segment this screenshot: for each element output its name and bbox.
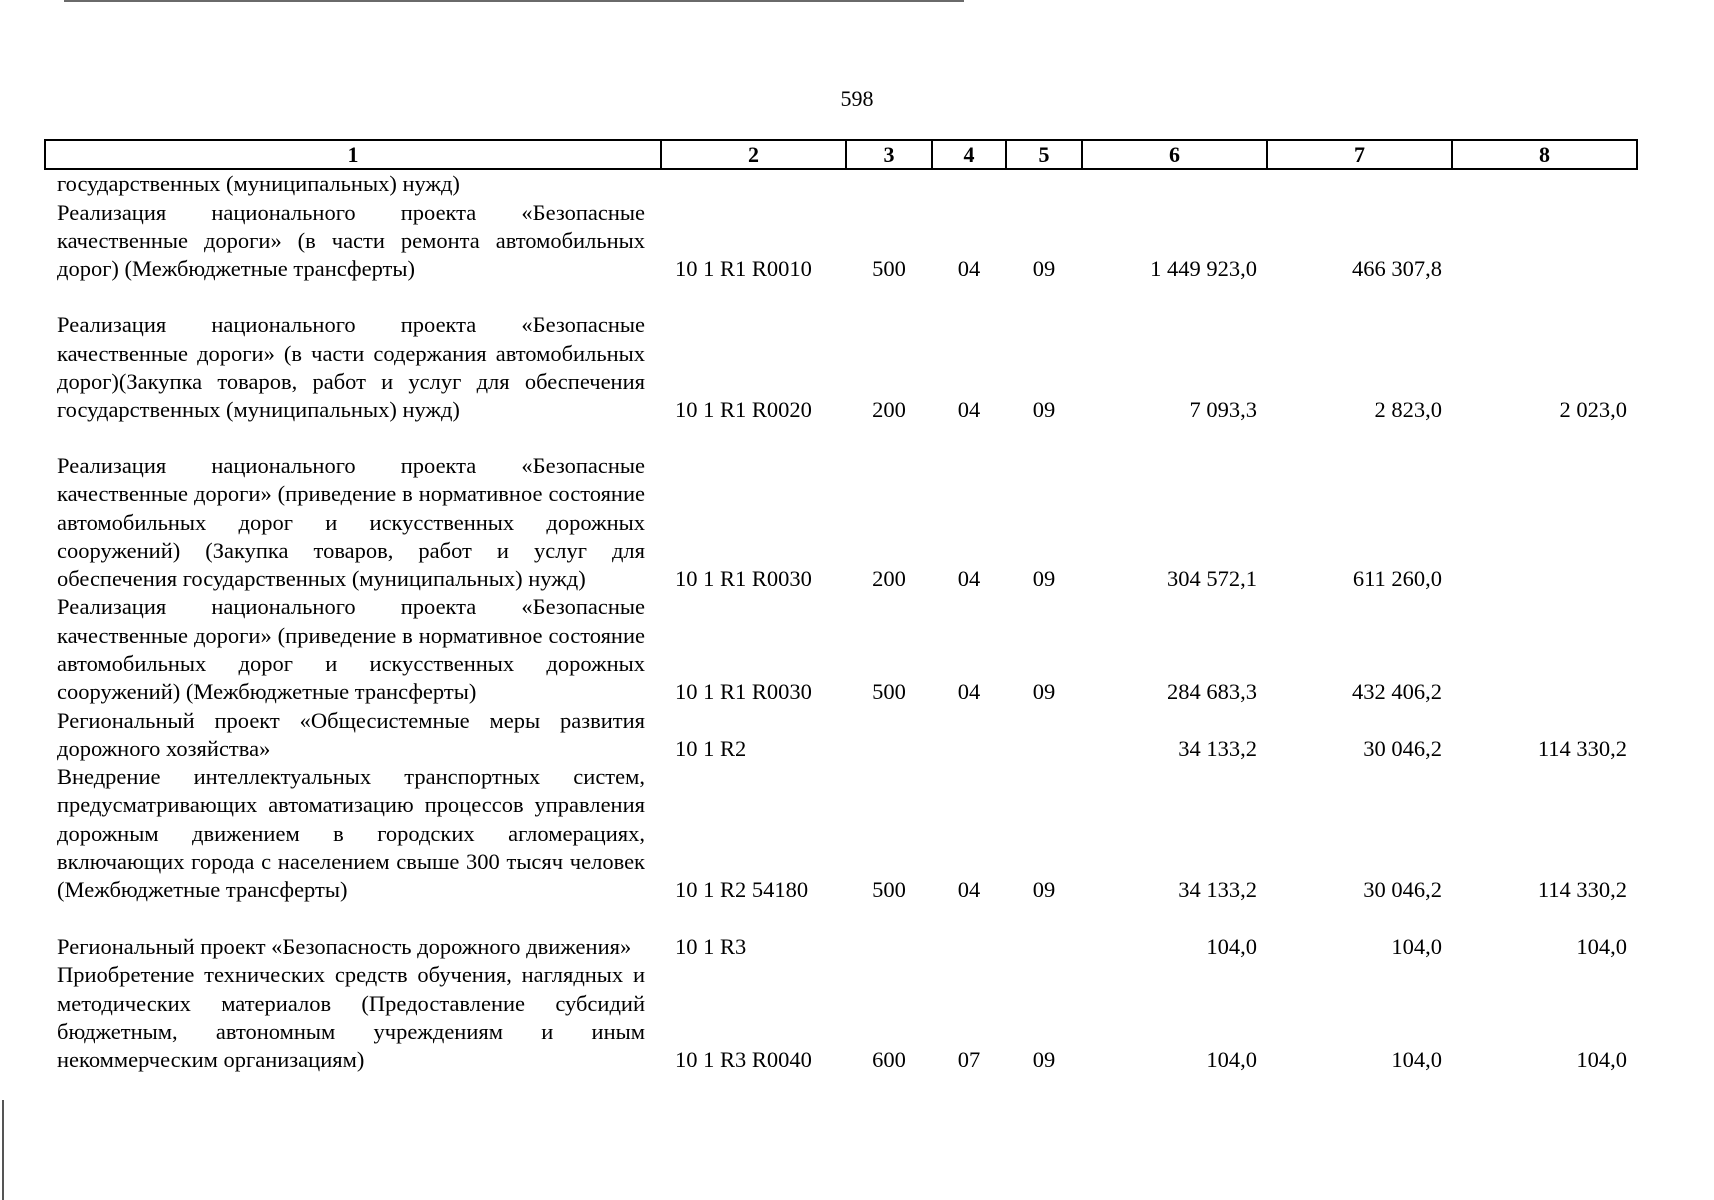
row-col4: 04 [957, 397, 981, 422]
table-row [45, 198, 1637, 283]
table-row [45, 706, 1637, 763]
row-col4: 04 [957, 256, 981, 281]
column-header-4: 4 [932, 140, 1006, 169]
row-col3: 500 [872, 679, 906, 704]
row-col7: 432 406,2 [1352, 679, 1442, 704]
row-code: 10 1 R1 R0020 [675, 397, 812, 422]
row-col8: 2 023,0 [1559, 397, 1627, 422]
row-col5 [1006, 904, 1082, 961]
table-row [45, 169, 1637, 198]
row-col3 [846, 169, 932, 198]
row-col7: 30 046,2 [1363, 877, 1442, 903]
table-row [45, 763, 1637, 904]
row-col4 [932, 904, 1006, 961]
row-description: Реализация национального проекта «Безопасные качественные дороги» (приведение в нормативное состояние автомобильных дорог и искусственных дорожных сооружений) (Закупка товаров, работ и услуг для обеспечения государственных (муниципальных) нужд) [57, 453, 645, 591]
row-description: Региональный проект «Общесистемные меры развития дорожного хозяйства» [57, 707, 645, 761]
column-header-6: 6 [1082, 140, 1267, 169]
row-col5: 09 [1032, 397, 1056, 422]
row-col5: 09 [1032, 679, 1056, 704]
row-description: Реализация национального проекта «Безопасные качественные дороги» (в части содержания автомобильных дорог)(Закупка товаров, работ и услуг для обеспечения государственных (муниципальных) нужд) [57, 312, 645, 422]
row-col8: 104,0 [1576, 1047, 1627, 1073]
row-col7: 30 046,2 [1363, 736, 1442, 761]
row-col7: 104,0 [1391, 934, 1442, 960]
row-col6: 284 683,3 [1167, 679, 1257, 704]
table-body [45, 169, 1637, 1074]
row-description: государственных (муниципальных) нужд) [57, 171, 460, 196]
table-row [45, 961, 1637, 1074]
row-description: Реализация национального проекта «Безопасные качественные дороги» (приведение в нормативное состояние автомобильных дорог и искусственных дорожных сооружений) (Межбюджетные трансферты) [57, 594, 645, 704]
row-col3: 200 [872, 566, 906, 591]
row-code: 10 1 R2 54180 [675, 877, 809, 903]
row-code: 10 1 R3 [675, 934, 747, 960]
column-header-5: 5 [1006, 140, 1082, 169]
row-code [661, 169, 846, 198]
row-col7: 611 260,0 [1352, 566, 1442, 591]
row-col7: 466 307,8 [1352, 256, 1442, 281]
row-col6: 34 133,2 [1178, 877, 1257, 903]
row-col4 [932, 169, 1006, 198]
table-row [45, 593, 1637, 706]
row-col6: 1 449 923,0 [1150, 256, 1257, 281]
row-col7 [1267, 169, 1452, 198]
column-header-8: 8 [1452, 140, 1637, 169]
row-col5: 09 [1032, 877, 1056, 903]
row-col6: 7 093,3 [1189, 397, 1257, 422]
row-col4 [932, 706, 1006, 763]
table-row [45, 283, 1637, 424]
row-col8 [1452, 593, 1637, 706]
row-description: Приобретение технических средств обучения, наглядных и методических материалов (Предоставление субсидий бюджетным, автономным учреждениям и иным некоммерческим организациям) [57, 962, 645, 1073]
table-row [45, 424, 1637, 593]
row-code: 10 1 R1 R0010 [675, 256, 812, 281]
row-col6: 34 133,2 [1178, 736, 1257, 761]
scan-edge-top [64, 0, 964, 2]
row-col3: 600 [872, 1047, 906, 1073]
row-col6: 104,0 [1206, 934, 1257, 960]
row-description: Реализация национального проекта «Безопасные качественные дороги» (в части ремонта автомобильных дорог) (Межбюджетные трансферты) [57, 199, 645, 281]
row-col7: 2 823,0 [1374, 397, 1442, 422]
row-code: 10 1 R1 R0030 [675, 679, 812, 704]
row-description: Внедрение интеллектуальных транспортных систем, предусматривающих автоматизацию процессов управления дорожным движением в городских агломерациях, включающих города с населением свыше 300 тысяч человек (Межбюджетные трансферты) [57, 764, 645, 903]
row-col5 [1006, 169, 1082, 198]
row-col3: 500 [872, 256, 906, 281]
row-col3: 500 [872, 877, 906, 903]
row-description: Региональный проект «Безопасность дорожного движения» [57, 934, 632, 960]
row-col5 [1006, 706, 1082, 763]
header-row [45, 140, 1637, 169]
row-col3: 200 [872, 397, 906, 422]
row-col8 [1452, 169, 1637, 198]
budget-table [44, 139, 1638, 1074]
row-col8: 104,0 [1576, 934, 1627, 960]
table-row [45, 904, 1637, 961]
row-col3 [846, 904, 932, 961]
row-col4: 07 [957, 1047, 981, 1073]
row-code: 10 1 R1 R0030 [675, 566, 812, 591]
page-number: 598 [840, 86, 874, 111]
row-col5: 09 [1032, 1047, 1056, 1073]
row-col4: 04 [957, 877, 981, 903]
row-col4: 04 [957, 679, 981, 704]
table-header [45, 140, 1637, 169]
row-col8: 114 330,2 [1537, 877, 1627, 903]
row-col3 [846, 706, 932, 763]
row-col5: 09 [1032, 256, 1056, 281]
row-col7: 104,0 [1391, 1047, 1442, 1073]
row-col6: 104,0 [1206, 1047, 1257, 1073]
column-header-3: 3 [846, 140, 932, 169]
row-col8: 114 330,2 [1537, 736, 1627, 761]
row-col4: 04 [957, 566, 981, 591]
row-col5: 09 [1032, 566, 1056, 591]
scan-edge-left [2, 1100, 4, 1200]
column-header-2: 2 [661, 140, 846, 169]
row-code: 10 1 R3 R0040 [675, 1047, 812, 1073]
row-col6: 304 572,1 [1167, 566, 1257, 591]
column-header-7: 7 [1267, 140, 1452, 169]
column-header-1: 1 [45, 140, 661, 169]
row-col8 [1452, 424, 1637, 593]
row-code: 10 1 R2 [675, 736, 747, 761]
row-col6 [1082, 169, 1267, 198]
row-col8 [1452, 198, 1637, 283]
